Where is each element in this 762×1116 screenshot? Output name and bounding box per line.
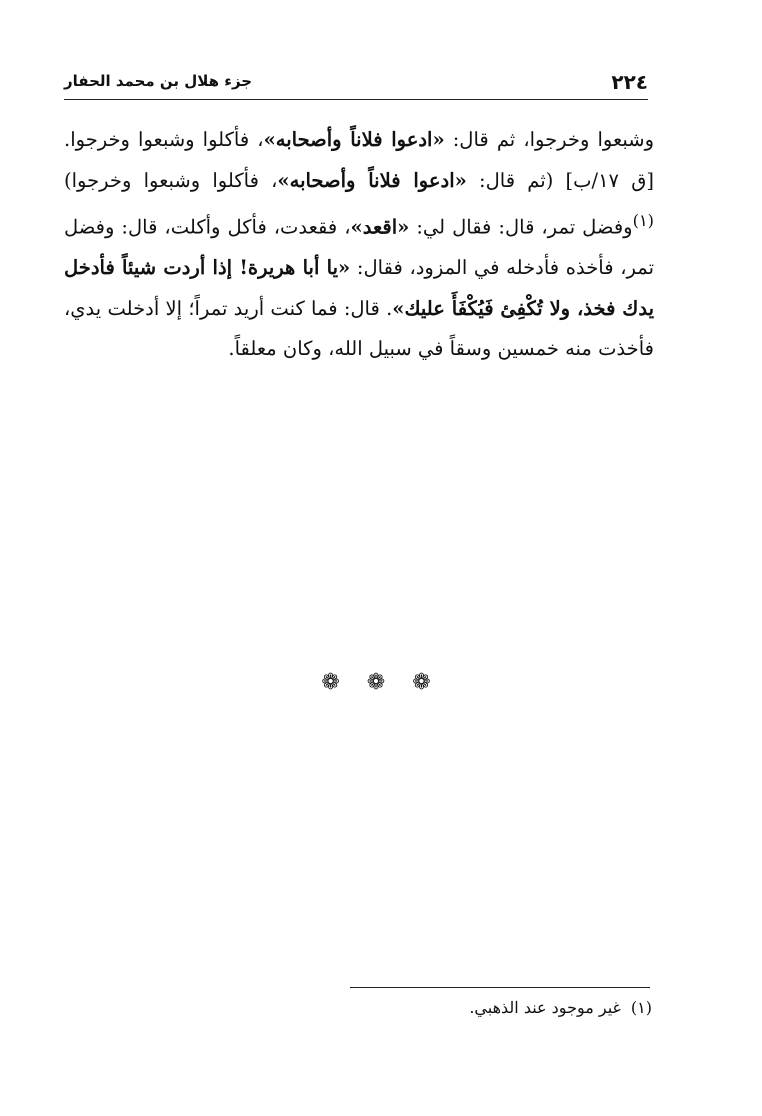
running-title: جزء هلال بن محمد الحفار: [64, 72, 253, 90]
text-segment: ، فقعدت، فأكل وأكلت، قال: وفضل تمر، فأخذه فأدخله في المزود، فقال:: [64, 215, 654, 279]
text-segment: ، فأكلوا وشبعوا وخرجوا. [ق ١٧/ب] (ثم قال:: [64, 128, 655, 192]
text-segment: وشبعوا وخرجوا، ثم قال:: [444, 128, 655, 151]
page-header: [64, 70, 648, 96]
quote-segment: «اقعد»: [350, 215, 410, 239]
footnote-reference[interactable]: (١): [632, 211, 654, 230]
header-rule: [64, 99, 648, 100]
footnote: [469, 998, 652, 1017]
quote-segment: «يا أبا هريرة! إذا أردت شيئاً فأدخل يدك فخذ، ولا تُكْفِئ فَيُكْفَأَ عليك»: [64, 256, 654, 320]
text-segment: . قال: فما كنت أريد تمراً؛ إلا أدخلت يدي، فأخذت منه خمسين وسقاً في سبيل الله، وكان معلقاً.: [64, 296, 654, 360]
quote-segment: «ادعوا فلاناً وأصحابه»: [277, 168, 467, 192]
main-text: [64, 120, 654, 370]
text-segment: ، فأكلوا وشبعوا وخرجوا): [64, 168, 278, 192]
text-segment: وفضل تمر، قال: فقال لي:: [409, 215, 633, 239]
footnote-rule: [350, 987, 650, 988]
footnote-text: غير موجود عند الذهبي.: [469, 998, 621, 1017]
footnote-marker: (١): [630, 998, 652, 1017]
section-ornament-icon: ❁ ❁ ❁: [321, 670, 441, 695]
quote-segment: «ادعوا فلاناً وأصحابه»: [263, 128, 445, 151]
page-number: ٢٢٤: [611, 70, 648, 94]
